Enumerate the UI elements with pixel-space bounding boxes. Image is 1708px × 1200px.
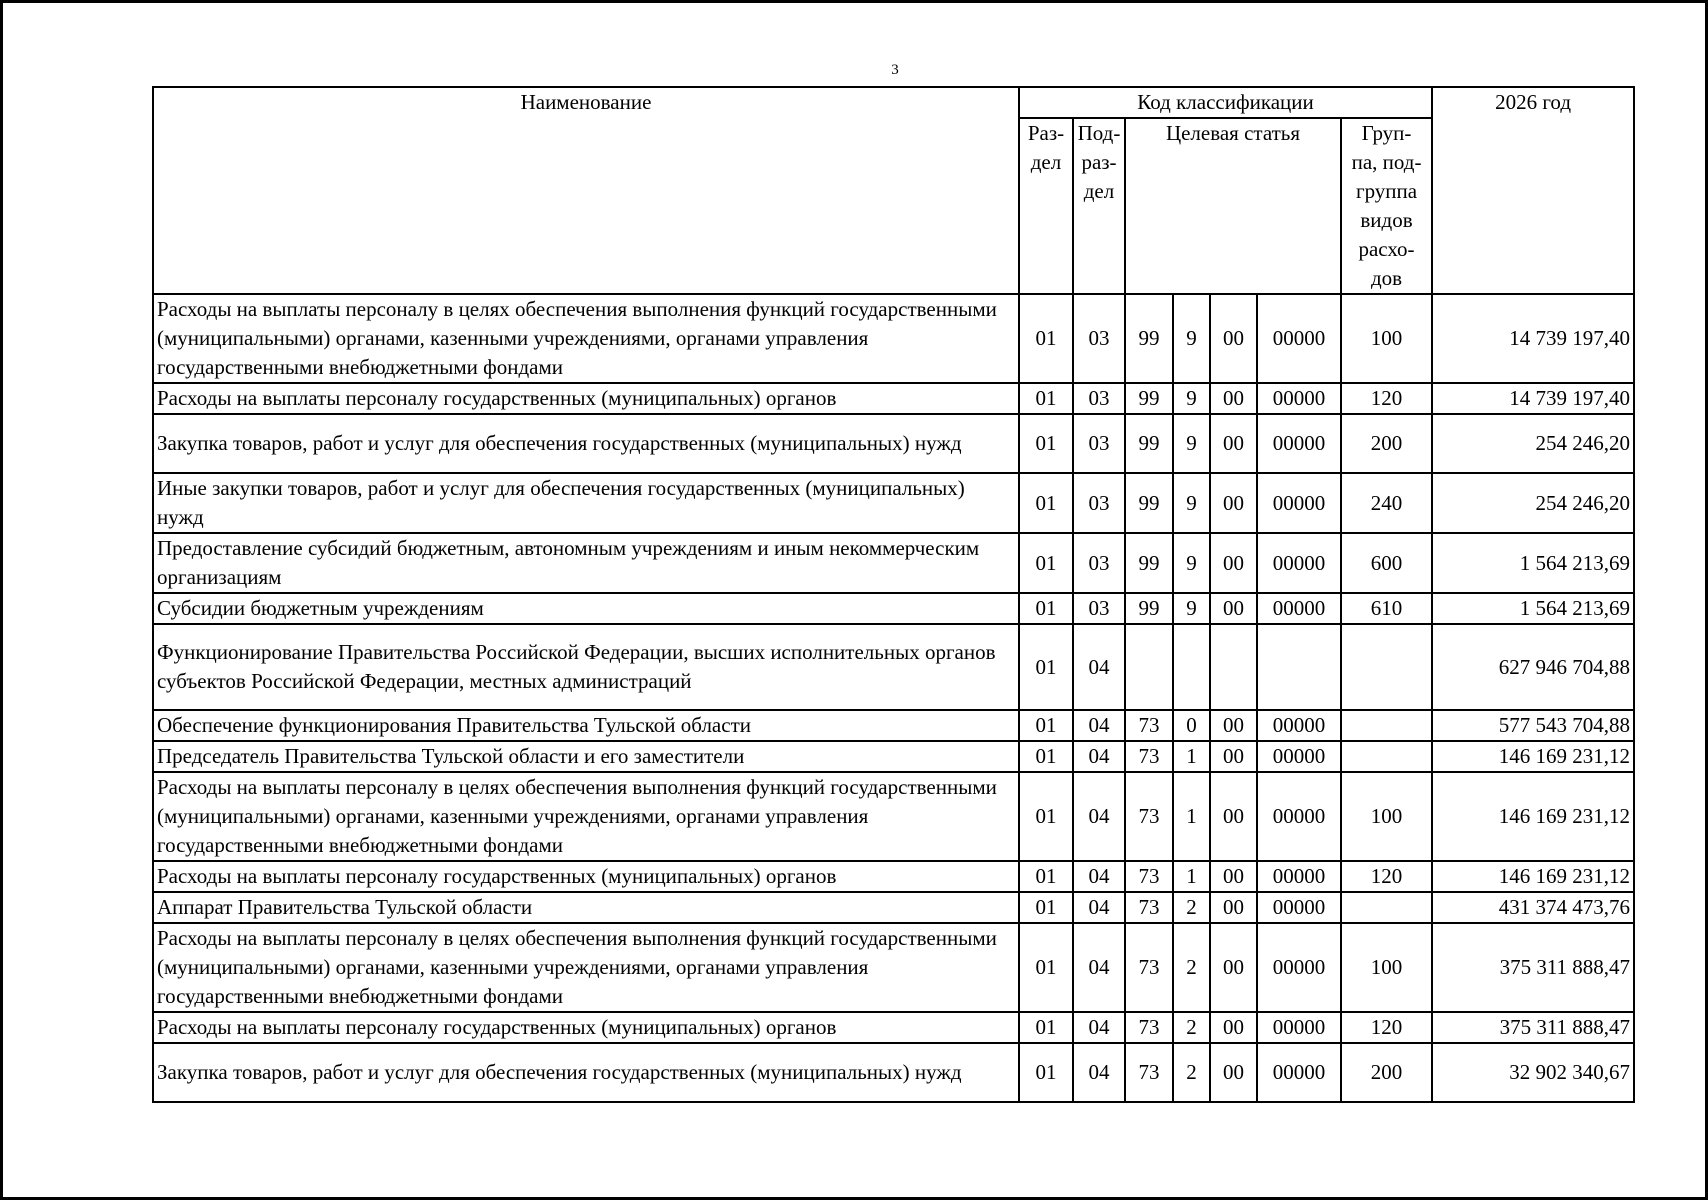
row-amount: 431 374 473,76 xyxy=(1432,892,1634,923)
row-cs2: 2 xyxy=(1173,892,1210,923)
row-razdel: 01 xyxy=(1019,294,1073,383)
row-cs4: 00000 xyxy=(1257,593,1341,624)
row-name: Расходы на выплаты персоналу государственных (муниципальных) органов xyxy=(153,861,1019,892)
row-vr: 100 xyxy=(1341,294,1432,383)
row-vr xyxy=(1341,741,1432,772)
budget-table xyxy=(152,86,1635,1103)
row-razdel: 01 xyxy=(1019,772,1073,861)
row-razdel: 01 xyxy=(1019,473,1073,533)
row-vr xyxy=(1341,710,1432,741)
table-row xyxy=(153,414,1634,473)
row-podrazdel: 04 xyxy=(1073,1012,1125,1043)
row-cs4: 00000 xyxy=(1257,772,1341,861)
row-cs4: 00000 xyxy=(1257,414,1341,473)
row-cs2: 9 xyxy=(1173,414,1210,473)
row-cs2: 2 xyxy=(1173,1043,1210,1102)
row-razdel: 01 xyxy=(1019,383,1073,414)
row-cs1: 73 xyxy=(1125,1043,1173,1102)
row-cs3: 00 xyxy=(1210,1012,1257,1043)
row-cs2: 9 xyxy=(1173,473,1210,533)
header-subsection: Под- раз- дел xyxy=(1073,118,1125,294)
row-podrazdel: 03 xyxy=(1073,294,1125,383)
row-cs4: 00000 xyxy=(1257,1012,1341,1043)
row-podrazdel: 03 xyxy=(1073,593,1125,624)
row-name: Закупка товаров, работ и услуг для обеспечения государственных (муниципальных) нужд xyxy=(153,1043,1019,1102)
row-cs3: 00 xyxy=(1210,473,1257,533)
table-row xyxy=(153,533,1634,593)
header-classification-code: Код классификации xyxy=(1019,87,1432,118)
table-row xyxy=(153,593,1634,624)
row-podrazdel: 04 xyxy=(1073,710,1125,741)
row-name: Закупка товаров, работ и услуг для обеспечения государственных (муниципальных) нужд xyxy=(153,414,1019,473)
row-name: Иные закупки товаров, работ и услуг для обеспечения государственных (муниципальных) нужд xyxy=(153,473,1019,533)
row-name: Предоставление субсидий бюджетным, автономным учреждениям и иным некоммерческим организациям xyxy=(153,533,1019,593)
row-name: Расходы на выплаты персоналу государственных (муниципальных) органов xyxy=(153,383,1019,414)
row-cs3: 00 xyxy=(1210,741,1257,772)
table-row xyxy=(153,1012,1634,1043)
row-name: Расходы на выплаты персоналу в целях обеспечения выполнения функций государственными (муниципальными) органами, казенными учреждениями, органами управления государственными внебюджетными фондами xyxy=(153,923,1019,1012)
table-row xyxy=(153,1043,1634,1102)
row-podrazdel: 04 xyxy=(1073,624,1125,710)
row-podrazdel: 03 xyxy=(1073,473,1125,533)
table-row xyxy=(153,294,1634,383)
row-cs1: 73 xyxy=(1125,861,1173,892)
row-cs1: 73 xyxy=(1125,741,1173,772)
row-razdel: 01 xyxy=(1019,414,1073,473)
row-amount: 375 311 888,47 xyxy=(1432,1012,1634,1043)
row-podrazdel: 03 xyxy=(1073,533,1125,593)
row-amount: 1 564 213,69 xyxy=(1432,533,1634,593)
row-amount: 146 169 231,12 xyxy=(1432,772,1634,861)
row-cs2: 2 xyxy=(1173,923,1210,1012)
row-cs3: 00 xyxy=(1210,1043,1257,1102)
row-name: Расходы на выплаты персоналу в целях обеспечения выполнения функций государственными (муниципальными) органами, казенными учреждениями, органами управления государственными внебюджетными фондами xyxy=(153,294,1019,383)
row-amount: 375 311 888,47 xyxy=(1432,923,1634,1012)
row-razdel: 01 xyxy=(1019,861,1073,892)
row-podrazdel: 04 xyxy=(1073,861,1125,892)
row-cs1: 99 xyxy=(1125,473,1173,533)
table-row xyxy=(153,741,1634,772)
row-cs1: 73 xyxy=(1125,710,1173,741)
page-number: 3 xyxy=(891,62,899,78)
row-cs4: 00000 xyxy=(1257,892,1341,923)
row-cs2 xyxy=(1173,624,1210,710)
row-cs2: 1 xyxy=(1173,741,1210,772)
row-podrazdel: 04 xyxy=(1073,923,1125,1012)
header-name: Наименование xyxy=(153,87,1019,294)
row-cs1: 73 xyxy=(1125,1012,1173,1043)
row-name: Расходы на выплаты персоналу государственных (муниципальных) органов xyxy=(153,1012,1019,1043)
row-vr: 600 xyxy=(1341,533,1432,593)
row-cs1: 99 xyxy=(1125,414,1173,473)
row-name: Аппарат Правительства Тульской области xyxy=(153,892,1019,923)
row-cs3: 00 xyxy=(1210,710,1257,741)
row-cs2: 1 xyxy=(1173,861,1210,892)
row-cs1: 73 xyxy=(1125,772,1173,861)
row-razdel: 01 xyxy=(1019,1043,1073,1102)
row-cs4: 00000 xyxy=(1257,861,1341,892)
row-cs4: 00000 xyxy=(1257,383,1341,414)
row-name: Председатель Правительства Тульской области и его заместители xyxy=(153,741,1019,772)
row-podrazdel: 03 xyxy=(1073,383,1125,414)
row-vr: 200 xyxy=(1341,1043,1432,1102)
row-cs3: 00 xyxy=(1210,294,1257,383)
row-vr: 120 xyxy=(1341,1012,1432,1043)
table-row xyxy=(153,710,1634,741)
table-row xyxy=(153,772,1634,861)
row-podrazdel: 04 xyxy=(1073,1043,1125,1102)
row-vr: 100 xyxy=(1341,923,1432,1012)
row-amount: 577 543 704,88 xyxy=(1432,710,1634,741)
table-row xyxy=(153,861,1634,892)
row-vr: 610 xyxy=(1341,593,1432,624)
row-podrazdel: 04 xyxy=(1073,772,1125,861)
row-cs2: 1 xyxy=(1173,772,1210,861)
row-amount: 254 246,20 xyxy=(1432,473,1634,533)
row-vr: 200 xyxy=(1341,414,1432,473)
row-vr: 240 xyxy=(1341,473,1432,533)
row-amount: 14 739 197,40 xyxy=(1432,383,1634,414)
row-cs2: 9 xyxy=(1173,383,1210,414)
row-vr: 120 xyxy=(1341,861,1432,892)
row-razdel: 01 xyxy=(1019,710,1073,741)
row-cs3: 00 xyxy=(1210,533,1257,593)
row-cs4: 00000 xyxy=(1257,1043,1341,1102)
row-razdel: 01 xyxy=(1019,533,1073,593)
row-vr xyxy=(1341,892,1432,923)
row-cs1: 99 xyxy=(1125,294,1173,383)
header-target-article: Целевая статья xyxy=(1125,118,1341,294)
row-vr: 120 xyxy=(1341,383,1432,414)
row-razdel: 01 xyxy=(1019,1012,1073,1043)
row-cs1: 99 xyxy=(1125,593,1173,624)
row-amount: 32 902 340,67 xyxy=(1432,1043,1634,1102)
row-name: Субсидии бюджетным учреждениям xyxy=(153,593,1019,624)
table-row xyxy=(153,383,1634,414)
row-razdel: 01 xyxy=(1019,923,1073,1012)
row-podrazdel: 04 xyxy=(1073,892,1125,923)
row-cs3: 00 xyxy=(1210,414,1257,473)
row-podrazdel: 04 xyxy=(1073,741,1125,772)
table-row xyxy=(153,892,1634,923)
row-cs4: 00000 xyxy=(1257,923,1341,1012)
row-cs4: 00000 xyxy=(1257,533,1341,593)
row-cs1: 99 xyxy=(1125,383,1173,414)
row-cs2: 9 xyxy=(1173,593,1210,624)
row-razdel: 01 xyxy=(1019,741,1073,772)
row-cs2: 2 xyxy=(1173,1012,1210,1043)
row-amount: 1 564 213,69 xyxy=(1432,593,1634,624)
header-year: 2026 год xyxy=(1432,87,1634,294)
row-vr xyxy=(1341,624,1432,710)
row-cs3: 00 xyxy=(1210,383,1257,414)
row-cs3 xyxy=(1210,624,1257,710)
row-amount: 254 246,20 xyxy=(1432,414,1634,473)
header-expense-group: Груп- па, под- группа видов расхо- дов xyxy=(1341,118,1432,294)
row-cs4: 00000 xyxy=(1257,294,1341,383)
row-cs3: 00 xyxy=(1210,892,1257,923)
row-amount: 146 169 231,12 xyxy=(1432,741,1634,772)
row-razdel: 01 xyxy=(1019,892,1073,923)
row-podrazdel: 03 xyxy=(1073,414,1125,473)
row-cs2: 0 xyxy=(1173,710,1210,741)
table-row xyxy=(153,923,1634,1012)
row-cs1 xyxy=(1125,624,1173,710)
table-row xyxy=(153,473,1634,533)
row-cs1: 73 xyxy=(1125,923,1173,1012)
row-razdel: 01 xyxy=(1019,593,1073,624)
row-cs3: 00 xyxy=(1210,772,1257,861)
row-cs3: 00 xyxy=(1210,593,1257,624)
row-cs1: 73 xyxy=(1125,892,1173,923)
header-section: Раз- дел xyxy=(1019,118,1073,294)
row-amount: 14 739 197,40 xyxy=(1432,294,1634,383)
row-razdel: 01 xyxy=(1019,624,1073,710)
row-vr: 100 xyxy=(1341,772,1432,861)
row-cs3: 00 xyxy=(1210,861,1257,892)
table-row xyxy=(153,624,1634,710)
row-cs1: 99 xyxy=(1125,533,1173,593)
row-cs4: 00000 xyxy=(1257,710,1341,741)
row-name: Функционирование Правительства Российской Федерации, высших исполнительных органов субъектов Российской Федерации, местных администраций xyxy=(153,624,1019,710)
row-cs4: 00000 xyxy=(1257,473,1341,533)
row-cs4 xyxy=(1257,624,1341,710)
row-name: Обеспечение функционирования Правительства Тульской области xyxy=(153,710,1019,741)
row-amount: 627 946 704,88 xyxy=(1432,624,1634,710)
row-cs4: 00000 xyxy=(1257,741,1341,772)
row-amount: 146 169 231,12 xyxy=(1432,861,1634,892)
row-cs2: 9 xyxy=(1173,533,1210,593)
row-cs2: 9 xyxy=(1173,294,1210,383)
row-cs3: 00 xyxy=(1210,923,1257,1012)
row-name: Расходы на выплаты персоналу в целях обеспечения выполнения функций государственными (муниципальными) органами, казенными учреждениями, органами управления государственными внебюджетными фондами xyxy=(153,772,1019,861)
